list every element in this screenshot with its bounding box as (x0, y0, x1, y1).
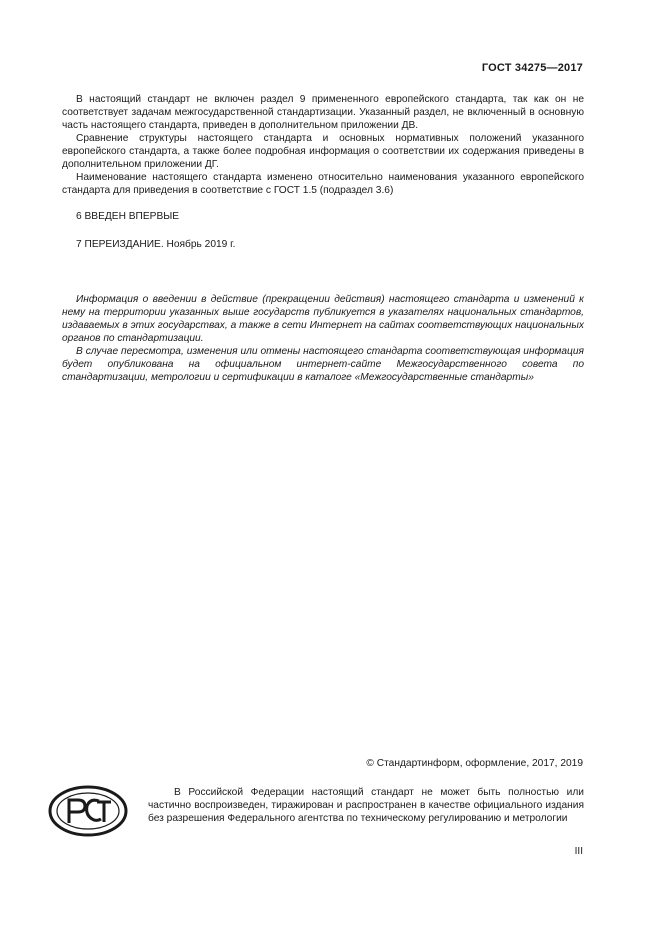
foreword-text (62, 93, 584, 197)
item-7: 7 ПЕРЕИЗДАНИЕ. Ноябрь 2019 г. (76, 239, 236, 250)
foreword-paragraph: Сравнение структуры настоящего стандарта и основных нормативных положений указанного европейского стандарта, а также более подробная информация о соответствии их содержания приведены в дополнительном приложении ДГ. (62, 133, 584, 170)
rst-logo-icon (47, 784, 129, 838)
copyright-line: © Стандартинформ, оформление, 2017, 2019 (366, 758, 583, 769)
info-paragraph: Информация о введении в действие (прекращении действия) настоящего стандарта и изменений к нему на территории указанных выше государств публикуется в указателях национальных стандартов, издаваемых в этих государствах, а также в сети Интернет на сайтах соответствующих национальных органов по стандартизации. (62, 294, 584, 344)
foreword-paragraph: В настоящий стандарт не включен раздел 9 примененного европейского стандарта, так как он не соответствует задачам межгосударственной стандартизации. Указанный раздел, не включенный в основную часть настоящего стандарта, приведен в дополнительном приложении ДВ. (62, 94, 584, 131)
notice-text: В Российской Федерации настоящий стандарт не может быть полностью или частично воспроизведен, тиражирован и распространен в качестве официального издания без разрешения Федерального агентства по техническому регулированию и метрологии (148, 787, 584, 824)
copyright-notice (148, 786, 584, 825)
standard-code: ГОСТ 34275—2017 (481, 62, 583, 74)
info-paragraph: В случае пересмотра, изменения или отмены настоящего стандарта соответствующая информация будет опубликована на официальном интернет-сайте Межгосударственного совета по стандартизации, метрологии и сертификации в каталоге «Межгосударственные стандарты» (62, 346, 584, 383)
page-number: III (574, 846, 583, 857)
foreword-paragraph: Наименование настоящего стандарта изменено относительно наименования указанного европейского стандарта для приведения в соответствие с ГОСТ 1.5 (подраздел 3.6) (62, 172, 584, 196)
item-6: 6 ВВЕДЕН ВПЕРВЫЕ (76, 211, 180, 222)
info-block (62, 293, 584, 384)
